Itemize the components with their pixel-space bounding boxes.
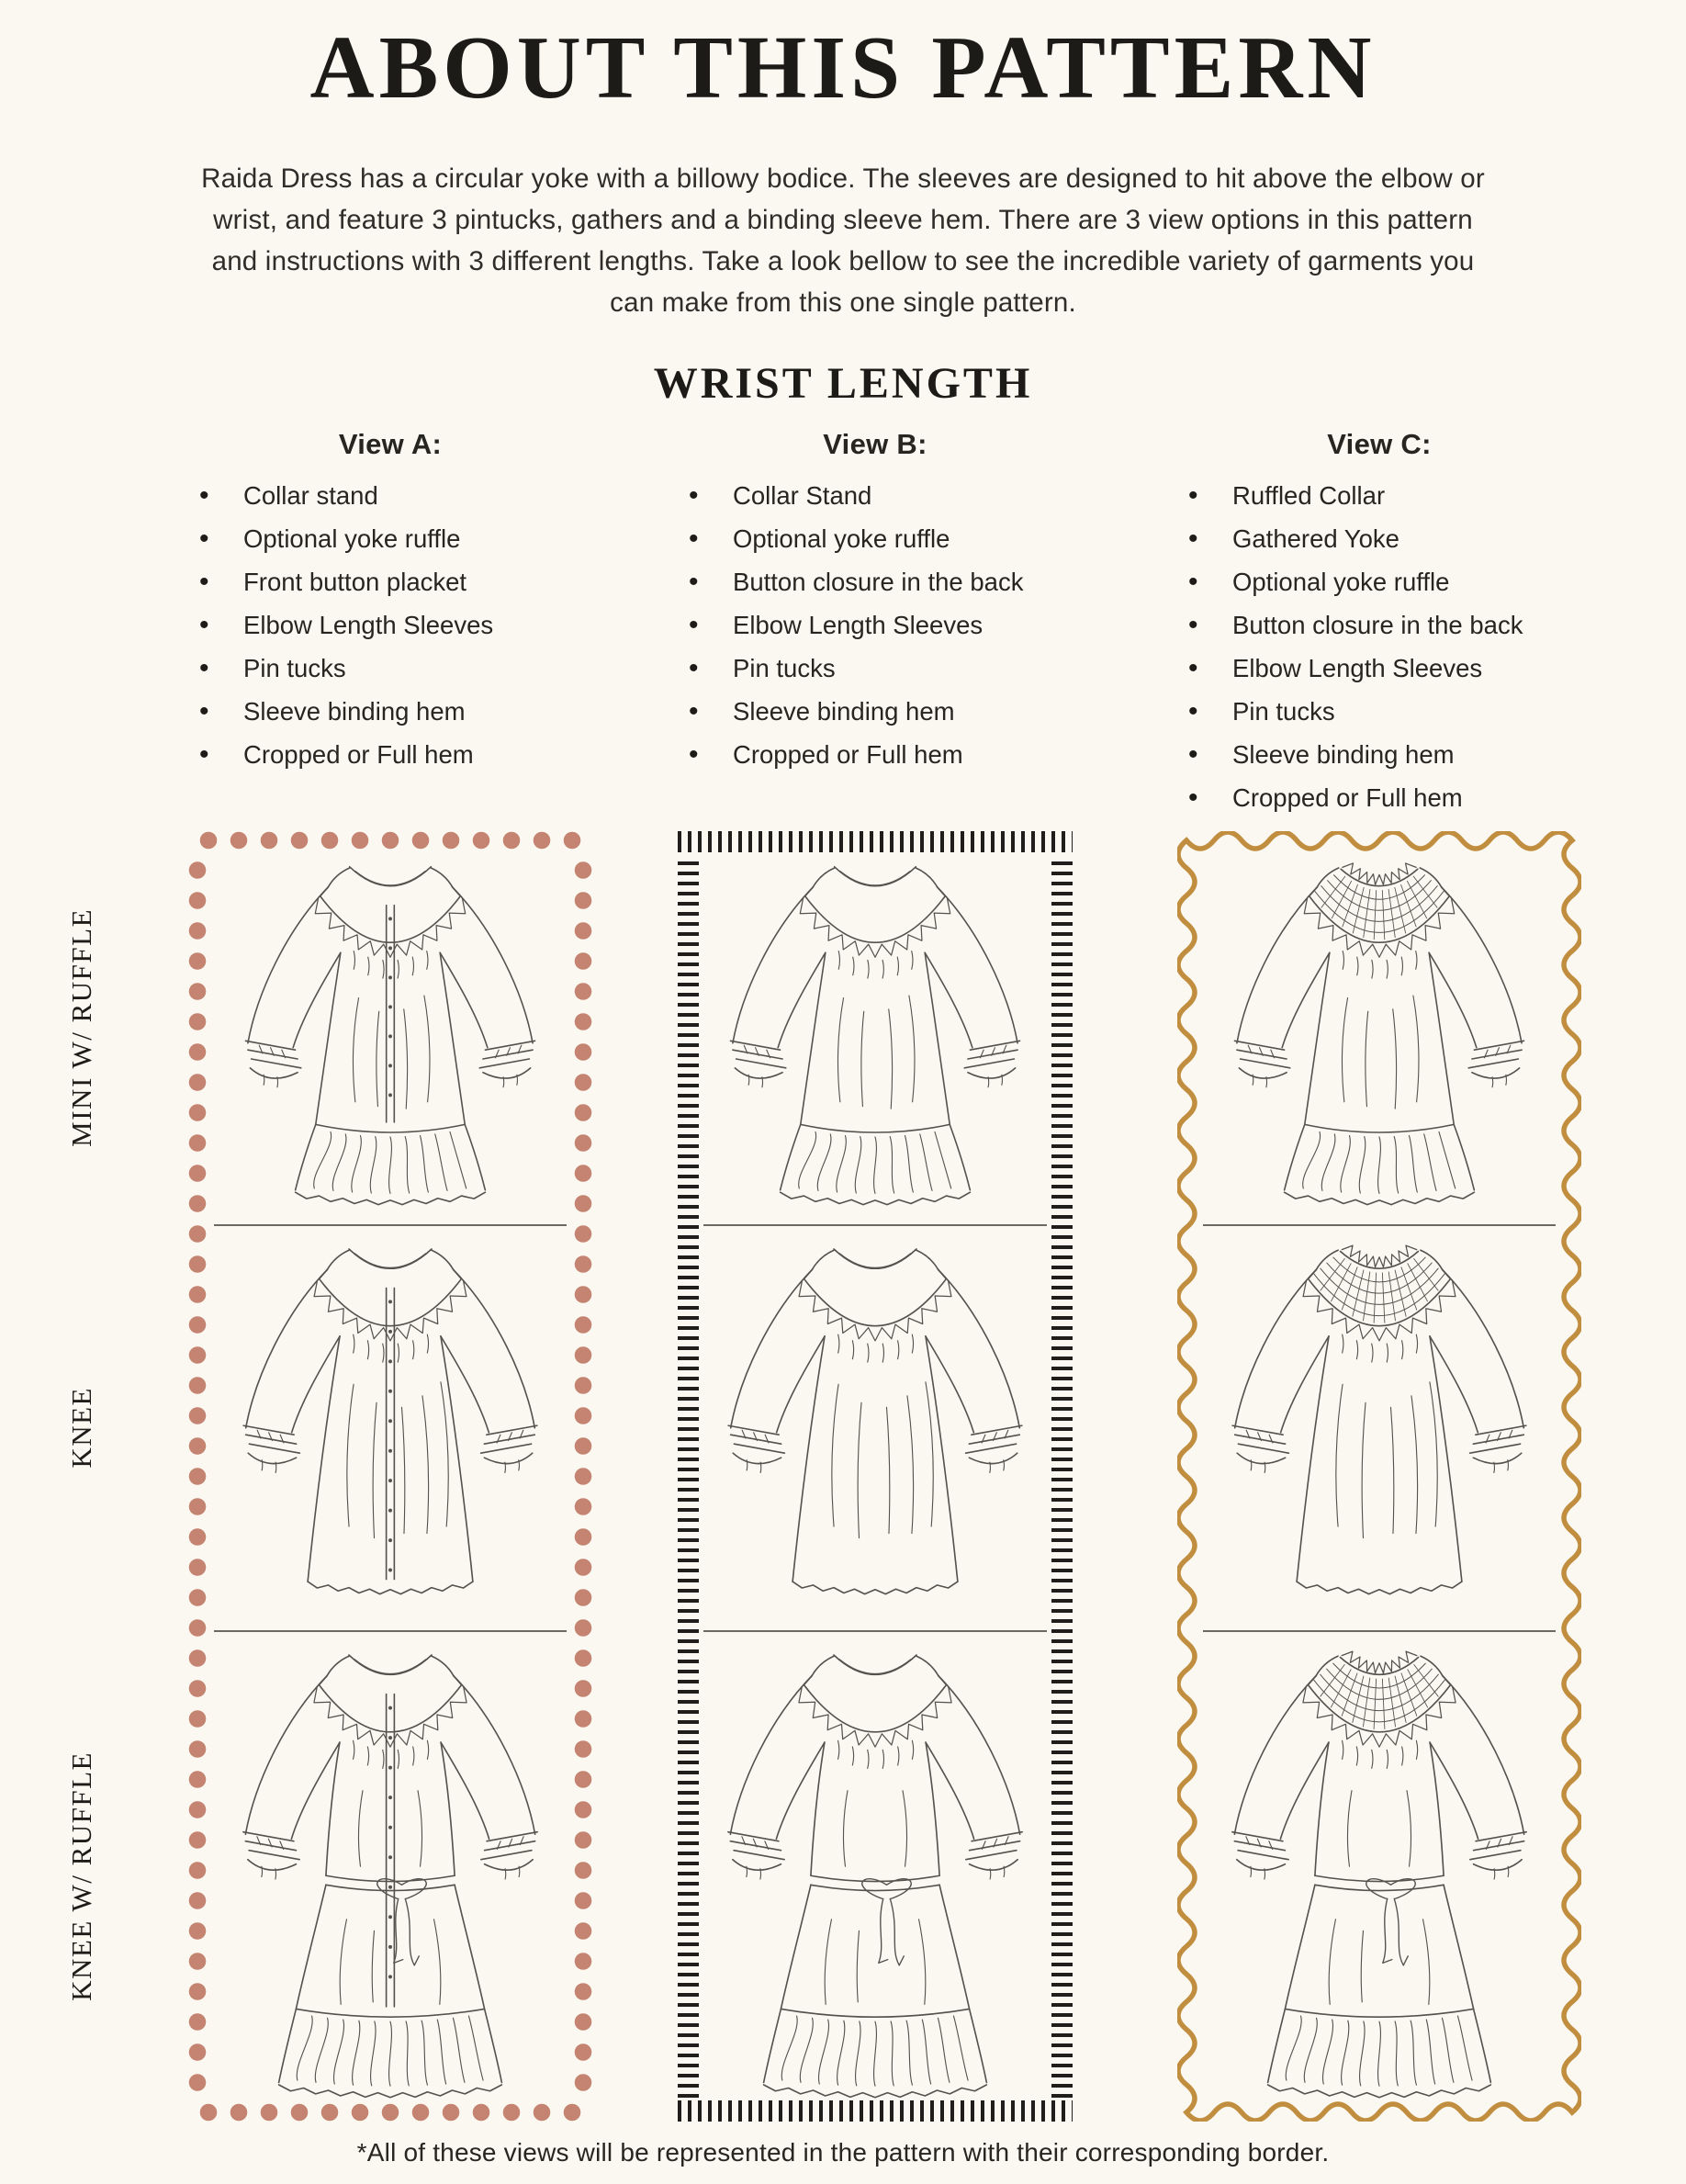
- dress-line-art: [217, 1641, 564, 2103]
- footnote: *All of these views will be represented in the pattern with their corresponding border.: [356, 2138, 1330, 2167]
- feature-text: Cropped or Full hem: [243, 740, 474, 769]
- dress-line-art: [704, 853, 1046, 1206]
- dotted-border-top: [188, 831, 592, 850]
- dashed-border-bottom: [678, 2100, 1073, 2122]
- feature-item: [199, 690, 592, 733]
- dashed-border-top: [678, 831, 1073, 852]
- bullet-icon: •: [199, 480, 209, 511]
- bullet-icon: •: [1188, 653, 1198, 683]
- feature-item: [1188, 474, 1581, 517]
- intro-line: and instructions with 3 different lengths. Take a look bellow to see the incredible variety of garments you: [211, 246, 1475, 276]
- intro-line: wrist, and feature 3 pintucks, gathers and a binding sleeve hem. There are 3 view options in this pattern: [213, 205, 1473, 235]
- feature-item: [1188, 647, 1581, 690]
- bullet-icon: •: [689, 739, 699, 770]
- dress-sketch-view-a-mini: [219, 853, 561, 1206]
- feature-text: Optional yoke ruffle: [243, 524, 461, 553]
- view-b-frame: [678, 831, 1073, 2122]
- dress-sketch-view-a-knee: [218, 1235, 563, 1604]
- feature-item: [1188, 690, 1581, 733]
- row-separator: [703, 1630, 1047, 1632]
- feature-text: Optional yoke ruffle: [733, 524, 950, 553]
- intro-line: can make from this one single pattern.: [610, 287, 1076, 318]
- bullet-icon: •: [1188, 782, 1198, 813]
- view-a-header: View A:: [338, 428, 443, 460]
- feature-item: [199, 474, 592, 517]
- feature-text: Sleeve binding hem: [243, 697, 466, 726]
- view-b-header: View B:: [823, 428, 927, 460]
- bullet-icon: •: [1188, 480, 1198, 511]
- length-label-knee: KNEE: [65, 1386, 97, 1469]
- feature-text: Elbow Length Sleeves: [733, 611, 984, 639]
- view-a-frame: [188, 831, 592, 2122]
- row-separator: [214, 1224, 567, 1226]
- dotted-border-left: [188, 850, 207, 2103]
- bullet-icon: •: [1188, 739, 1198, 770]
- length-label-mini-ruffle: MINI W/ RUFFLE: [65, 908, 97, 1147]
- dotted-border-right: [574, 850, 592, 2103]
- feature-text: Pin tucks: [733, 654, 836, 682]
- bullet-icon: •: [1188, 610, 1198, 640]
- bullet-icon: •: [689, 480, 699, 511]
- dotted-border-bottom: [188, 2103, 592, 2122]
- feature-item: [1188, 776, 1581, 819]
- feature-text: Ruffled Collar: [1232, 481, 1386, 510]
- feature-item: [689, 733, 1073, 776]
- bullet-icon: •: [199, 523, 209, 554]
- dress-line-art: [702, 1235, 1048, 1604]
- intro-paragraph: [72, 158, 1614, 323]
- feature-item: [689, 474, 1073, 517]
- view-c-header: View C:: [1327, 428, 1432, 460]
- feature-item: [1188, 560, 1581, 603]
- dress-sketch-view-b-mini: [704, 853, 1046, 1206]
- feature-text: Gathered Yoke: [1232, 524, 1399, 553]
- bullet-icon: •: [1188, 567, 1198, 597]
- feature-item: [689, 517, 1073, 560]
- dress-sketch-view-b-knee-ruffle: [702, 1641, 1049, 2103]
- dress-line-art: [1206, 1641, 1553, 2103]
- feature-text: Sleeve binding hem: [733, 697, 955, 726]
- view-c-frame: [1177, 831, 1581, 2122]
- feature-item: [199, 647, 592, 690]
- dashed-border-left: [678, 855, 699, 2098]
- feature-text: Optional yoke ruffle: [1232, 568, 1450, 596]
- dress-line-art: [1208, 853, 1550, 1206]
- feature-text: Cropped or Full hem: [1232, 783, 1463, 812]
- length-label-knee-ruffle: KNEE W/ RUFFLE: [65, 1751, 97, 2001]
- dashed-border-right: [1051, 855, 1073, 2098]
- feature-item: [1188, 517, 1581, 560]
- view-c-column: [1177, 428, 1581, 819]
- view-b-feature-list: [678, 474, 1073, 776]
- feature-item: [1188, 733, 1581, 776]
- feature-item: [199, 560, 592, 603]
- dress-sketch-view-c-mini: [1208, 853, 1550, 1206]
- dress-line-art: [219, 853, 561, 1206]
- feature-item: [199, 733, 592, 776]
- bullet-icon: •: [199, 610, 209, 640]
- dress-line-art: [702, 1641, 1049, 2103]
- bullet-icon: •: [1188, 696, 1198, 726]
- intro-line: Raida Dress has a circular yoke with a billowy bodice. The sleeves are designed to hit above the elbow or: [201, 163, 1485, 194]
- feature-text: Front button placket: [243, 568, 467, 596]
- feature-item: [689, 647, 1073, 690]
- bullet-icon: •: [1188, 523, 1198, 554]
- page-title: ABOUT THIS PATTERN: [309, 18, 1377, 117]
- dress-sketch-view-a-knee-ruffle: [217, 1641, 564, 2103]
- view-c-feature-list: [1177, 474, 1581, 819]
- dress-sketch-view-c-knee-ruffle: [1206, 1641, 1553, 2103]
- bullet-icon: •: [199, 696, 209, 726]
- row-separator: [1203, 1630, 1556, 1632]
- feature-item: [689, 690, 1073, 733]
- row-separator: [214, 1630, 567, 1632]
- feature-item: [1188, 603, 1581, 647]
- dress-sketch-view-c-knee: [1207, 1235, 1552, 1604]
- bullet-icon: •: [689, 653, 699, 683]
- view-b-column: [678, 428, 1073, 776]
- bullet-icon: •: [199, 739, 209, 770]
- feature-text: Cropped or Full hem: [733, 740, 963, 769]
- dress-line-art: [218, 1235, 563, 1604]
- feature-item: [199, 517, 592, 560]
- feature-text: Button closure in the back: [1232, 611, 1523, 639]
- feature-text: Elbow Length Sleeves: [243, 611, 494, 639]
- bullet-icon: •: [689, 696, 699, 726]
- bullet-icon: •: [199, 567, 209, 597]
- row-separator: [1203, 1224, 1556, 1226]
- feature-text: Button closure in the back: [733, 568, 1024, 596]
- feature-item: [689, 560, 1073, 603]
- dress-sketch-view-b-knee: [702, 1235, 1048, 1604]
- view-a-feature-list: [188, 474, 592, 776]
- feature-text: Elbow Length Sleeves: [1232, 654, 1483, 682]
- row-separator: [703, 1224, 1047, 1226]
- view-a-column: [188, 428, 592, 776]
- feature-text: Sleeve binding hem: [1232, 740, 1455, 769]
- dress-line-art: [1207, 1235, 1552, 1604]
- bullet-icon: •: [689, 567, 699, 597]
- feature-text: Collar Stand: [733, 481, 872, 510]
- bullet-icon: •: [689, 523, 699, 554]
- section-heading-wrist-length: WRIST LENGTH: [653, 359, 1033, 408]
- feature-text: Pin tucks: [1232, 697, 1335, 726]
- feature-item: [199, 603, 592, 647]
- bullet-icon: •: [199, 653, 209, 683]
- bullet-icon: •: [689, 610, 699, 640]
- feature-text: Collar stand: [243, 481, 378, 510]
- feature-item: [689, 603, 1073, 647]
- feature-text: Pin tucks: [243, 654, 346, 682]
